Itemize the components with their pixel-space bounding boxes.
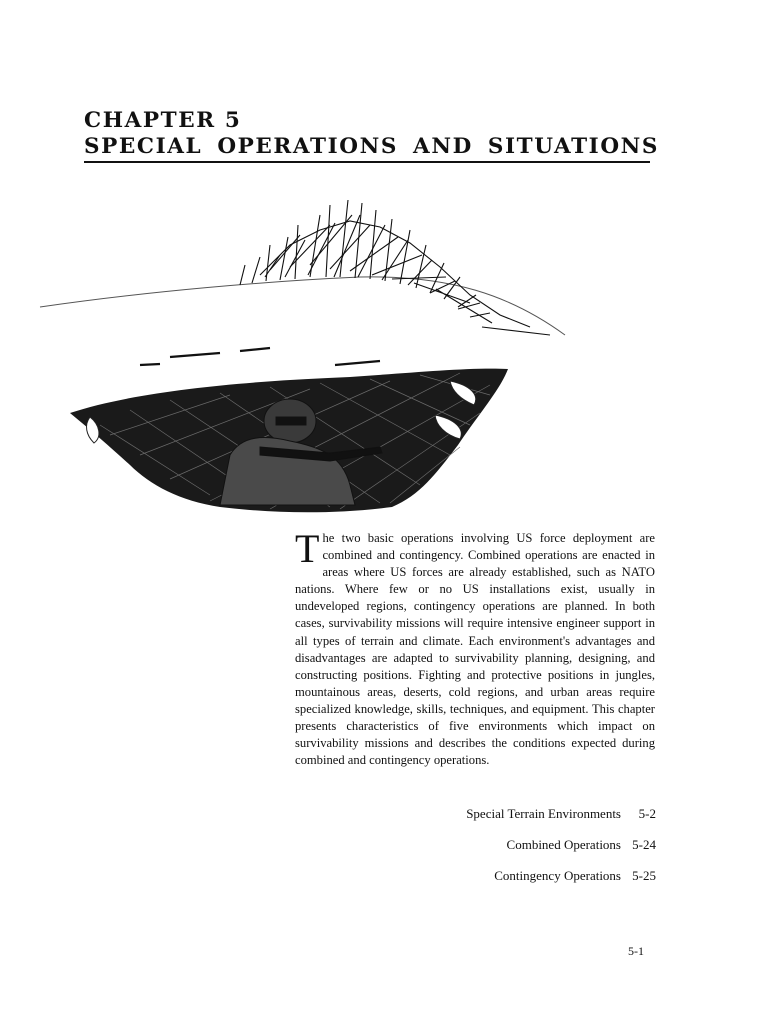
toc-entry-label: Combined Operations (506, 837, 621, 852)
snow-fighting-position-illustration (30, 185, 590, 535)
toc-entry-label: Special Terrain Environments (466, 806, 621, 821)
toc-entry-page: 5-2 (638, 806, 656, 821)
toc-entry[interactable] (380, 837, 656, 868)
drop-cap: T (295, 526, 320, 571)
chapter-introduction (295, 526, 655, 769)
chapter-subtitle: SPECIAL OPERATIONS AND SITUATIONS (84, 134, 660, 159)
toc-entry[interactable] (380, 868, 656, 899)
toc-entry-page: 5-25 (632, 868, 656, 883)
introduction-text: he two basic operations involving US force deployment are combined and contingency. Combined operations are enacted in areas where US forces are already established, such as NATO nations. Where few or no US installations exist, usually in undeveloped regions, contingency operations are planned. In both cases, survivability missions will require intensive engineer support in all types of terrain and climate. Each environment's advantages and disadvantages are adapted to survivability planning, designing, and constructing positions. Fighting and protective positions in jungles, mountainous areas, deserts, cold regions, and urban areas require specialized knowledge, skills, techniques, and equipment. This chapter presents characteristics of five environments which impact on survivability missions and describes the conditions expected during combined and contingency operations. (295, 531, 655, 768)
page-number: 5-1 (628, 944, 644, 958)
toc-entry[interactable] (380, 806, 656, 837)
toc-entry-label: Contingency Operations (494, 868, 621, 883)
bush-drawing (240, 200, 550, 335)
chapter-header (84, 108, 660, 163)
toc-entry-page: 5-24 (632, 837, 656, 852)
chapter-contents (380, 806, 656, 899)
chapter-title: CHAPTER 5 (84, 108, 242, 133)
